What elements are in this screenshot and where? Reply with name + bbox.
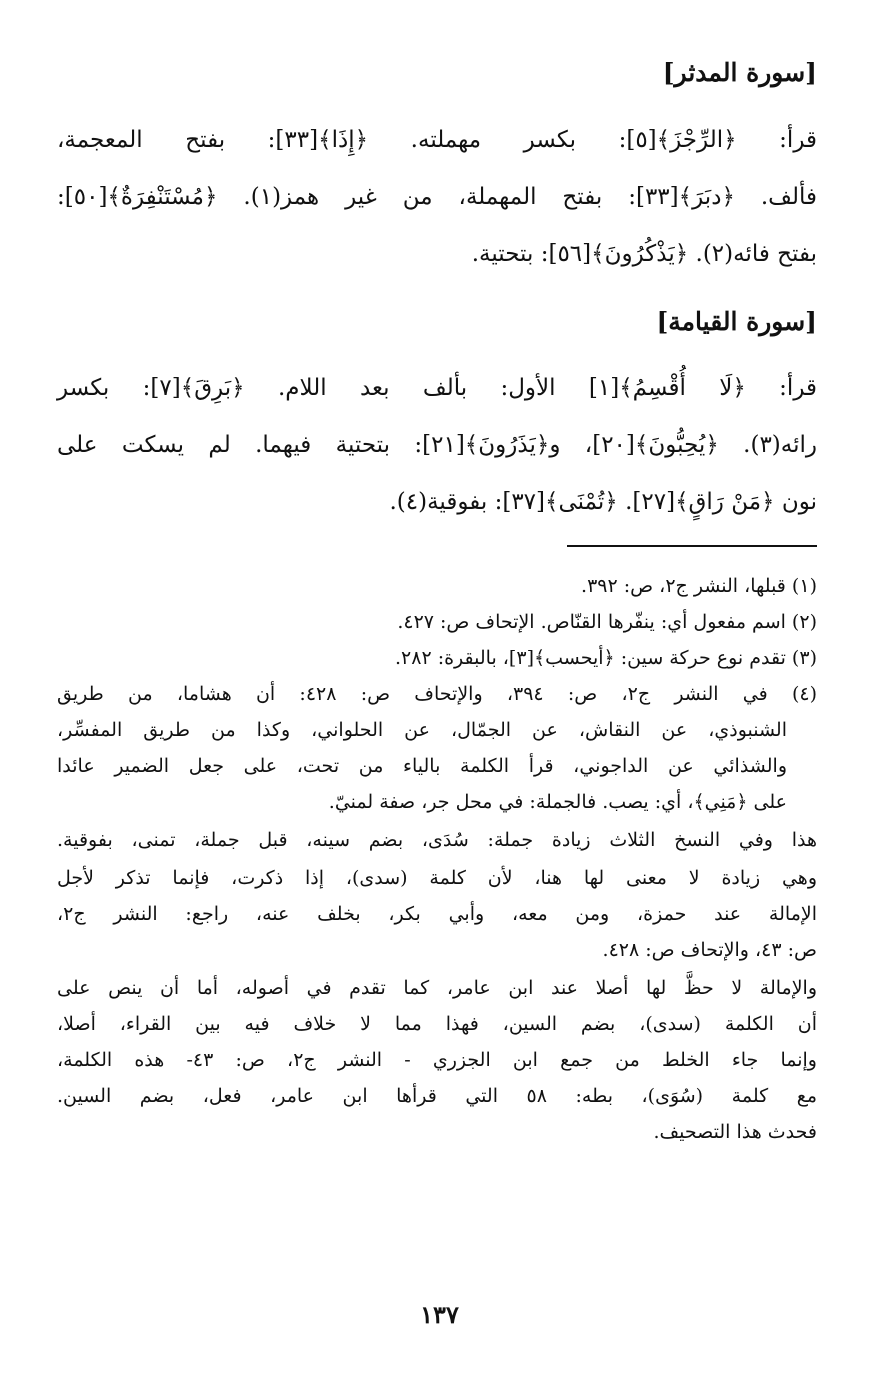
footnote-4: (٤) في النشر ج٢، ص: ٣٩٤، والإتحاف ص: ٤٢٨: أن هشاما، من طريق	[57, 683, 818, 705]
footnote-line: على ﴿مَنِي﴾، أي: يصب. فالجملة: في محل جر، صفة لمنيّ.	[328, 791, 787, 813]
footnote-line: مع كلمة (سُوَى)، بطه: ٥٨ التي قرأها ابن عامر، فعل، بضم السين.	[57, 1085, 818, 1107]
footnote-2: (٢) اسم مفعول أي: ينفّرها القنّاص. الإتحاف ص: ٤٢٧.	[397, 611, 817, 633]
footnote-line: أن الكلمة (سدى)، بضم السين، فهذا مما لا خلاف فيه بين القراء، أصلا،	[57, 1013, 817, 1035]
surah-heading-muddaththir: [سورة المدثر]	[662, 58, 817, 87]
section-body-qiyamah	[57, 360, 817, 531]
footnote-separator	[567, 545, 817, 547]
footnote-line: وإنما جاء الخلط من جمع ابن الجزري - النشر ج٢، ص: ٤٣- هذه الكلمة،	[57, 1049, 817, 1071]
footnotes	[57, 568, 817, 1150]
page-number: ١٣٧	[420, 1300, 459, 1329]
section-body-muddaththir	[57, 112, 817, 283]
body-line: رائه(٣). ﴿يُحِبُّونَ﴾[٢٠]، و﴿يَذَرُونَ﴾[٢١]: بتحتية فيهما. لم يسكت على	[57, 432, 817, 458]
footnote-line: وهي زيادة لا معنى لها هنا، لأن كلمة (سدى)، إذا ذكرت، فإنما تذكر لأجل	[57, 867, 817, 889]
footnote-line: ص: ٤٣، والإتحاف ص: ٤٢٨.	[602, 939, 817, 961]
body-line: نون ﴿مَنْ رَاقٍ﴾[٢٧]. ﴿تُمْنَى﴾[٣٧]: بفوقية(٤).	[389, 489, 817, 515]
footnote-line: فحدث هذا التصحيف.	[653, 1121, 817, 1143]
footnote-1: (١) قبلها، النشر ج٢، ص: ٣٩٢.	[581, 575, 817, 597]
footnote-line: الإمالة عند حمزة، ومن معه، وأبي بكر، بخلف عنه، راجع: النشر ج٢،	[57, 903, 817, 925]
footnote-3: (٣) تقدم نوع حركة سين: ﴿أيحسب﴾[٣]، بالبقرة: ٢٨٢.	[394, 647, 817, 669]
footnote-line: والإمالة لا حظَّ لها أصلا عند ابن عامر، كما تقدم في أصوله، أما أن ينص على	[57, 977, 817, 999]
footnote-line: والشذائي عن الداجوني، قرأ الكلمة بالياء من تحت، على جعل الضمير عائدا	[57, 755, 787, 777]
body-line: قرأ: ﴿الرِّجْزَ﴾[٥]: بكسر مهملته. ﴿إِذَا﴾[٣٣]: بفتح المعجمة،	[57, 127, 818, 153]
body-line: بفتح فائه(٢). ﴿يَذْكُرُونَ﴾[٥٦]: بتحتية.	[471, 241, 817, 267]
footnote-line: هذا وفي النسخ الثلاث زيادة جملة: سُدَى، بضم سينه، قبل جملة، تمنى، بفوقية.	[57, 829, 817, 851]
footnote-line: الشنبوذي، عن النقاش، عن الجمّال، عن الحلواني، وكذا من طريق المفسِّر،	[57, 719, 787, 741]
body-line: قرأ: ﴿لَا أُقْسِمُ﴾[١] الأول: بألف بعد اللام. ﴿بَرِقَ﴾[٧]: بكسر	[57, 375, 818, 401]
body-line: فألف. ﴿دبَرَ﴾[٣٣]: بفتح المهملة، من غير همز(١). ﴿مُسْتَنْفِرَةٌ﴾[٥٠]:	[57, 184, 818, 210]
surah-heading-qiyamah: [سورة القيامة]	[656, 307, 817, 336]
